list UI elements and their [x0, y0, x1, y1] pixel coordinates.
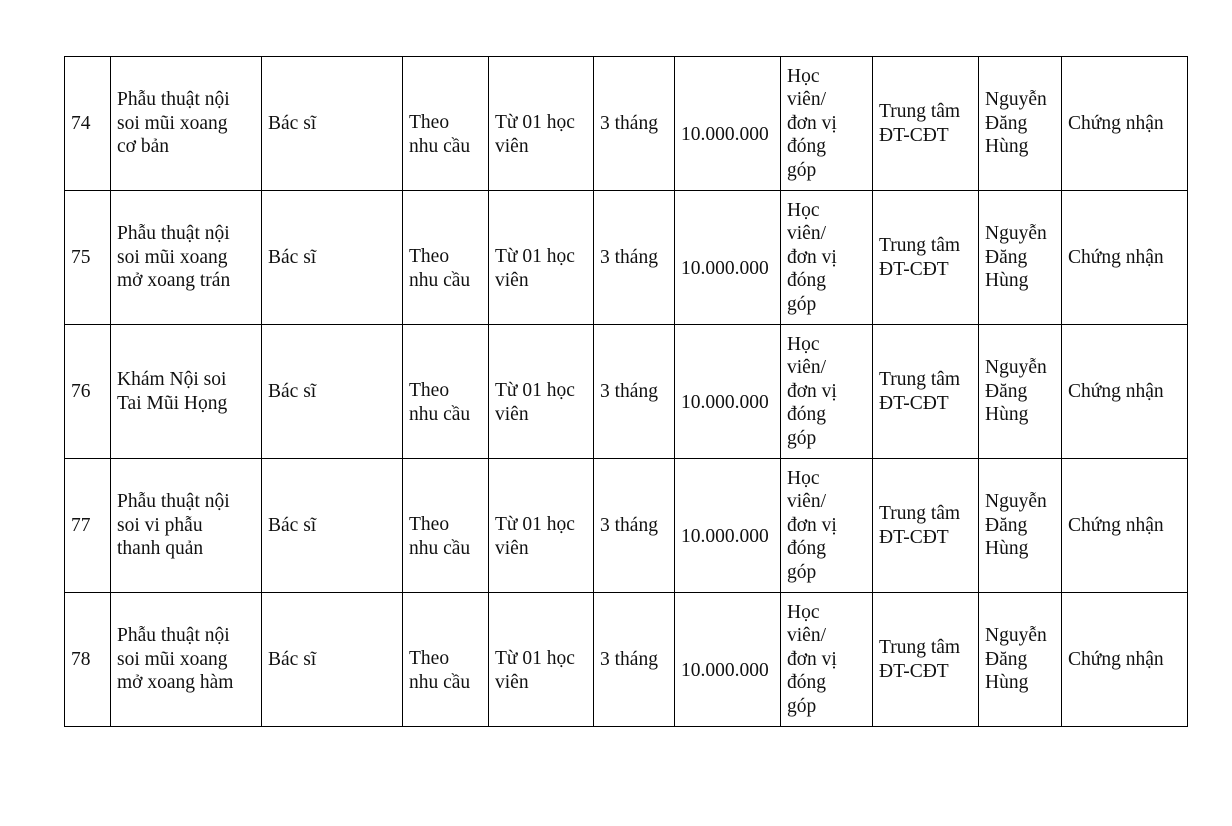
text-line: Học: [787, 601, 820, 623]
funding-source: [787, 199, 866, 317]
course-name: [117, 368, 255, 415]
unit-cell: [873, 325, 979, 459]
class-size: [495, 245, 587, 292]
course-name-cell: [111, 57, 262, 191]
text-line: Học: [787, 467, 820, 489]
text-line: góp: [787, 695, 817, 717]
timing-cell: [403, 325, 489, 459]
training-courses-table: [64, 56, 1188, 727]
text-line: Nguyễn: [985, 223, 1047, 245]
text-line: viên/: [787, 491, 826, 513]
course-name-cell: [111, 191, 262, 325]
duration-cell: [594, 57, 675, 191]
timing-cell: [403, 57, 489, 191]
text-line: mở xoang trán: [117, 270, 231, 292]
text-line: Theo: [409, 380, 450, 401]
instructor: [985, 624, 1055, 695]
text-line: Đăng: [985, 246, 1028, 268]
text-line: đóng: [787, 404, 826, 426]
text-line: đơn vị: [787, 112, 837, 134]
certificate-cell: [1062, 459, 1188, 593]
course-name: [117, 490, 255, 561]
text-line: ĐT-CĐT: [879, 392, 949, 414]
organizing-unit: [879, 502, 972, 549]
row-number: 77: [71, 514, 91, 536]
instructor: [985, 222, 1055, 293]
funding-source: [787, 467, 866, 585]
table-body: [65, 57, 1188, 727]
text-line: Đăng: [985, 514, 1028, 536]
fee-cell: [675, 593, 781, 727]
fee: 10.000.000: [681, 525, 769, 547]
duration-cell: [594, 459, 675, 593]
organizing-unit: [879, 100, 972, 147]
text-line: Trung tâm: [879, 369, 961, 390]
text-line: viên/: [787, 625, 826, 647]
instructor: [985, 490, 1055, 561]
table-row: [65, 57, 1188, 191]
text-line: Trung tâm: [879, 637, 961, 658]
text-line: Từ 01 học: [495, 514, 575, 535]
unit-cell: [873, 191, 979, 325]
fee: 10.000.000: [681, 123, 769, 145]
unit-cell: [873, 459, 979, 593]
text-line: góp: [787, 293, 817, 315]
course-name: [117, 88, 255, 159]
text-line: đơn vị: [787, 246, 837, 268]
instructor-cell: [979, 57, 1062, 191]
text-line: Theo: [409, 246, 450, 267]
certificate: Chứng nhận: [1068, 648, 1164, 670]
row-number-cell: [65, 191, 111, 325]
duration-cell: [594, 593, 675, 727]
duration: 3 tháng: [600, 514, 658, 536]
text-line: viên/: [787, 223, 826, 245]
text-line: viên/: [787, 357, 826, 379]
text-line: ĐT-CĐT: [879, 660, 949, 682]
text-line: Trung tâm: [879, 235, 961, 256]
text-line: Theo: [409, 112, 450, 133]
text-line: viên/: [787, 89, 826, 111]
row-number: 75: [71, 246, 91, 268]
text-line: đóng: [787, 270, 826, 292]
table-row: [65, 593, 1188, 727]
duration-cell: [594, 191, 675, 325]
fee: 10.000.000: [681, 659, 769, 681]
text-line: Phẫu thuật nội: [117, 491, 230, 513]
text-line: Theo: [409, 648, 450, 669]
text-line: Từ 01 học: [495, 648, 575, 669]
certificate: Chứng nhận: [1068, 246, 1164, 268]
class-size: [495, 647, 587, 694]
row-number: 74: [71, 112, 91, 134]
text-line: Từ 01 học: [495, 380, 575, 401]
text-line: cơ bản: [117, 136, 169, 158]
text-line: góp: [787, 159, 817, 181]
instructor-cell: [979, 593, 1062, 727]
text-line: Hùng: [985, 270, 1029, 292]
training-timing: [409, 111, 482, 158]
text-line: Tai Mũi Họng: [117, 392, 228, 414]
instructor: [985, 356, 1055, 427]
training-timing: [409, 513, 482, 560]
table-row: [65, 459, 1188, 593]
text-line: Từ 01 học: [495, 246, 575, 267]
text-line: Đăng: [985, 380, 1028, 402]
certificate-cell: [1062, 191, 1188, 325]
text-line: Khám Nội soi: [117, 369, 227, 390]
instructor: [985, 88, 1055, 159]
instructor-cell: [979, 325, 1062, 459]
class-size-cell: [489, 325, 594, 459]
class-size: [495, 379, 587, 426]
training-timing: [409, 245, 482, 292]
text-line: Hùng: [985, 672, 1029, 694]
training-timing: [409, 379, 482, 426]
class-size: [495, 513, 587, 560]
class-size-cell: [489, 459, 594, 593]
text-line: Nguyễn: [985, 357, 1047, 379]
text-line: nhu cầu: [409, 403, 471, 425]
certificate-cell: [1062, 57, 1188, 191]
funding-cell: [781, 459, 873, 593]
duration: 3 tháng: [600, 648, 658, 670]
row-number: 76: [71, 380, 91, 402]
table-row: [65, 191, 1188, 325]
text-line: thanh quản: [117, 538, 204, 560]
training-timing: [409, 647, 482, 694]
text-line: viên: [495, 403, 529, 425]
target-cell: [262, 459, 403, 593]
target-learner: Bác sĩ: [268, 380, 317, 402]
text-line: viên: [495, 537, 529, 559]
text-line: đơn vị: [787, 514, 837, 536]
course-name-cell: [111, 593, 262, 727]
target-learner: Bác sĩ: [268, 246, 317, 268]
text-line: soi mũi xoang: [117, 648, 228, 670]
class-size-cell: [489, 191, 594, 325]
text-line: Hùng: [985, 136, 1029, 158]
text-line: Học: [787, 65, 820, 87]
target-cell: [262, 325, 403, 459]
text-line: góp: [787, 427, 817, 449]
row-number-cell: [65, 459, 111, 593]
text-line: soi mũi xoang: [117, 246, 228, 268]
certificate: Chứng nhận: [1068, 380, 1164, 402]
table-row: [65, 325, 1188, 459]
unit-cell: [873, 57, 979, 191]
text-line: Phẫu thuật nội: [117, 625, 230, 647]
text-line: ĐT-CĐT: [879, 526, 949, 548]
text-line: viên: [495, 671, 529, 693]
fee-cell: [675, 325, 781, 459]
certificate-cell: [1062, 593, 1188, 727]
text-line: Nguyễn: [985, 89, 1047, 111]
target-cell: [262, 593, 403, 727]
target-cell: [262, 57, 403, 191]
organizing-unit: [879, 636, 972, 683]
funding-cell: [781, 325, 873, 459]
row-number-cell: [65, 325, 111, 459]
certificate: Chứng nhận: [1068, 112, 1164, 134]
duration-cell: [594, 325, 675, 459]
text-line: mở xoang hàm: [117, 672, 234, 694]
text-line: Hùng: [985, 538, 1029, 560]
class-size-cell: [489, 593, 594, 727]
text-line: đóng: [787, 538, 826, 560]
target-learner: Bác sĩ: [268, 514, 317, 536]
target-cell: [262, 191, 403, 325]
certificate-cell: [1062, 325, 1188, 459]
timing-cell: [403, 459, 489, 593]
text-line: Phẫu thuật nội: [117, 223, 230, 245]
text-line: nhu cầu: [409, 135, 471, 157]
text-line: đóng: [787, 136, 826, 158]
text-line: góp: [787, 561, 817, 583]
row-number: 78: [71, 648, 91, 670]
text-line: viên: [495, 135, 529, 157]
text-line: Từ 01 học: [495, 112, 575, 133]
organizing-unit: [879, 368, 972, 415]
text-line: đóng: [787, 672, 826, 694]
instructor-cell: [979, 459, 1062, 593]
text-line: Học: [787, 333, 820, 355]
text-line: Đăng: [985, 112, 1028, 134]
unit-cell: [873, 593, 979, 727]
text-line: nhu cầu: [409, 671, 471, 693]
organizing-unit: [879, 234, 972, 281]
fee-cell: [675, 459, 781, 593]
text-line: ĐT-CĐT: [879, 258, 949, 280]
certificate: Chứng nhận: [1068, 514, 1164, 536]
row-number-cell: [65, 593, 111, 727]
text-line: Đăng: [985, 648, 1028, 670]
duration: 3 tháng: [600, 380, 658, 402]
class-size-cell: [489, 57, 594, 191]
timing-cell: [403, 191, 489, 325]
text-line: ĐT-CĐT: [879, 124, 949, 146]
timing-cell: [403, 593, 489, 727]
fee-cell: [675, 191, 781, 325]
course-name: [117, 624, 255, 695]
funding-cell: [781, 57, 873, 191]
text-line: Nguyễn: [985, 625, 1047, 647]
text-line: Trung tâm: [879, 101, 961, 122]
text-line: đơn vị: [787, 380, 837, 402]
duration: 3 tháng: [600, 246, 658, 268]
instructor-cell: [979, 191, 1062, 325]
funding-cell: [781, 593, 873, 727]
target-learner: Bác sĩ: [268, 112, 317, 134]
funding-cell: [781, 191, 873, 325]
fee: 10.000.000: [681, 257, 769, 279]
text-line: nhu cầu: [409, 537, 471, 559]
row-number-cell: [65, 57, 111, 191]
text-line: viên: [495, 269, 529, 291]
funding-source: [787, 65, 866, 183]
text-line: soi vi phẫu: [117, 514, 203, 536]
funding-source: [787, 601, 866, 719]
duration: 3 tháng: [600, 112, 658, 134]
text-line: Theo: [409, 514, 450, 535]
course-name: [117, 222, 255, 293]
text-line: đơn vị: [787, 648, 837, 670]
course-name-cell: [111, 459, 262, 593]
text-line: nhu cầu: [409, 269, 471, 291]
fee: 10.000.000: [681, 391, 769, 413]
text-line: Nguyễn: [985, 491, 1047, 513]
text-line: Hùng: [985, 404, 1029, 426]
course-name-cell: [111, 325, 262, 459]
text-line: Phẫu thuật nội: [117, 89, 230, 111]
text-line: Học: [787, 199, 820, 221]
funding-source: [787, 333, 866, 451]
target-learner: Bác sĩ: [268, 648, 317, 670]
fee-cell: [675, 57, 781, 191]
text-line: Trung tâm: [879, 503, 961, 524]
text-line: soi mũi xoang: [117, 112, 228, 134]
class-size: [495, 111, 587, 158]
